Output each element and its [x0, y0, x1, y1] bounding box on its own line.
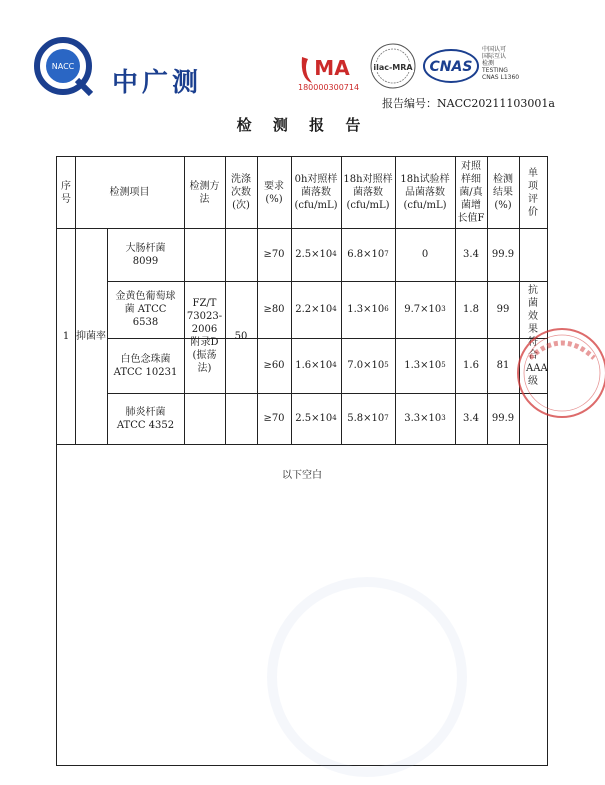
svg-text:MA: MA [314, 56, 350, 80]
header-method: 检测方法 [189, 180, 220, 205]
header-item: 检测项目 [109, 187, 150, 198]
header-eval: 单项评价 [528, 167, 538, 218]
c18-cell: 6.8×10 7 [347, 249, 389, 260]
row-seq: 1 [62, 330, 70, 342]
method-cell: FZ/T 73023-2006 附录D (振荡法) [186, 298, 223, 374]
c18-cell: 5.8×10 7 [347, 413, 389, 424]
evaluation-cell: 抗菌效果符合AAA级 [526, 285, 548, 387]
c18-cell: 7.0×10 5 [347, 360, 389, 371]
organism-cell: 金黄色葡萄球菌 ATCC 6538 [115, 291, 176, 328]
blank-note: 以下空白 [282, 469, 322, 481]
t18-cell: 1.3×10 5 [404, 360, 446, 371]
req-cell: ≥70 [263, 413, 285, 424]
report-title: 检 测 报 告 [236, 116, 369, 134]
cnas-mark-icon [422, 46, 480, 86]
report-number: 报告编号：NACC20211103001a [382, 97, 555, 110]
cnas-label: CNAS [429, 59, 473, 75]
organism-cell: 大肠杆菌 8099 [125, 242, 166, 267]
header-f: 对照样细菌/真菌增长值F [457, 161, 485, 224]
c0-cell: 2.5×10 4 [295, 413, 337, 424]
c0-cell: 1.6×10 4 [295, 360, 337, 371]
header-c0: 0h对照样菌落数(cfu/mL) [294, 174, 338, 211]
f-cell: 1.6 [463, 360, 479, 371]
header-result: 检测结果(%) [493, 174, 513, 211]
result-cell: 81 [496, 360, 510, 371]
organism-cell: 白色念珠菌 ATCC 10231 [113, 353, 178, 378]
organism-cell: 肺炎杆菌 ATCC 4352 [116, 406, 175, 431]
result-cell: 99.9 [491, 413, 515, 424]
req-cell: ≥60 [263, 360, 285, 371]
result-cell: 99 [496, 304, 510, 315]
cma-code: 180000300714 [298, 83, 360, 92]
cnas-side-text: 中国认可 国际互认 检测 TESTING CNAS L1360 [482, 46, 520, 81]
wash-cell: 50 [234, 330, 248, 342]
ilac-mra-icon [366, 42, 420, 92]
f-cell: 1.8 [463, 304, 479, 315]
logo-badge-text: NACC [51, 62, 75, 71]
f-cell: 3.4 [463, 249, 479, 260]
brand-name: 中广测 [112, 68, 203, 98]
header-seq: 序号 [61, 180, 71, 205]
watermark [267, 577, 467, 777]
result-cell: 99.9 [491, 249, 515, 260]
header-requirement: 要求(%) [264, 180, 284, 205]
t18-cell: 9.7×10 3 [404, 304, 446, 315]
results-table [56, 156, 548, 766]
c18-cell: 1.3×10 6 [347, 304, 389, 315]
header-c18: 18h对照样菌落数(cfu/mL) [343, 174, 393, 211]
c0-cell: 2.5×10 4 [295, 249, 337, 260]
ilac-label: ilac-MRA [373, 63, 413, 72]
header-wash: 洗涤次数(次) [231, 174, 251, 211]
t18-cell: 0 [421, 249, 429, 260]
req-cell: ≥70 [263, 249, 285, 260]
f-cell: 3.4 [463, 413, 479, 424]
seal-stamp-icon [500, 318, 605, 428]
t18-cell: 3.3×10 3 [404, 413, 446, 424]
c0-cell: 2.2×10 4 [295, 304, 337, 315]
nacc-logo-icon [33, 36, 93, 96]
category-cell: 抑菌率 [76, 330, 106, 342]
req-cell: ≥80 [263, 304, 285, 315]
header-t18: 18h试验样品菌落数(cfu/mL) [400, 174, 450, 211]
